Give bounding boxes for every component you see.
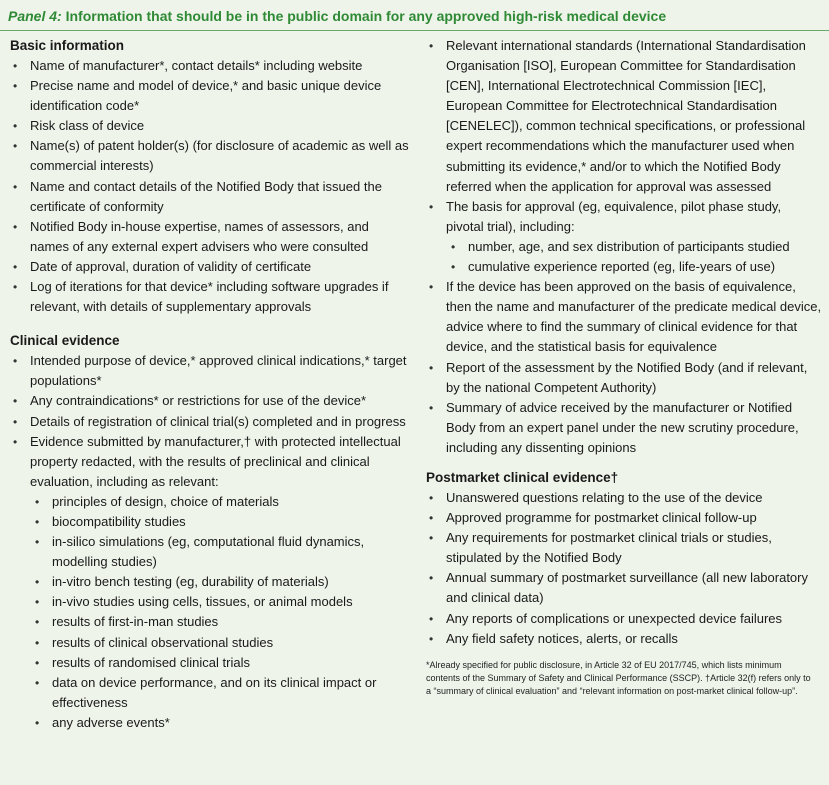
sub-list-item: • results of clinical observational studies <box>10 633 410 653</box>
list-item: • Relevant international standards (International Standardisation Organisation [ISO], European Committee for Standardisation [CEN], International Electrotechnical Commission [IEC], European Committee for Electrotechnical Standardisation [CENELEC]), common technical specifications, or professional expert recommendations which the manufacturer used when submitting its evidence,* and/or to which the Notified Body referred when the application for approval was assessed <box>426 36 822 197</box>
sub-list-item: • principles of design, choice of materials <box>10 492 410 512</box>
sub-list-item: • results of randomised clinical trials <box>10 653 410 673</box>
sub-list-item: • cumulative experience reported (eg, life-years of use) <box>426 257 822 277</box>
list-item: • Report of the assessment by the Notified Body (and if relevant, by the national Competent Authority) <box>426 358 822 398</box>
list-item: • Unanswered questions relating to the use of the device <box>426 488 822 508</box>
list-item: • Risk class of device <box>10 116 410 136</box>
list-item: • Name(s) of patent holder(s) (for disclosure of academic as well as commercial interests) <box>10 136 410 176</box>
list-item: • Any reports of complications or unexpected device failures <box>426 609 822 629</box>
list-item: • Name and contact details of the Notified Body that issued the certificate of conformity <box>10 177 410 217</box>
sub-list-item: • any adverse events* <box>10 713 410 733</box>
basic-information-list <box>10 56 410 317</box>
list-item: • Any field safety notices, alerts, or recalls <box>426 629 822 649</box>
list-item: • If the device has been approved on the basis of equivalence, then the name and manufacturer of the predicate medical device, advice where to find the summary of clinical evidence for that device, and the statistical basis for equivalence <box>426 277 822 357</box>
list-item: • Annual summary of postmarket surveillance (all new laboratory and clinical data) <box>426 568 822 608</box>
postmarket-heading: Postmarket clinical evidence† <box>426 469 619 485</box>
right-column <box>426 36 822 698</box>
title-divider <box>0 30 829 31</box>
list-item: • Notified Body in-house expertise, names of assessors, and names of any external expert advisers who were consulted <box>10 217 410 257</box>
list-item: • Log of iterations for that device* including software upgrades if relevant, with details of supplementary approvals <box>10 277 410 317</box>
postmarket-list <box>426 488 822 649</box>
list-item: • Approved programme for postmarket clinical follow-up <box>426 508 822 528</box>
list-item: • The basis for approval (eg, equivalence, pilot phase study, pivotal trial), including: <box>426 197 822 237</box>
list-item: • Precise name and model of device,* and basic unique device identification code* <box>10 76 410 116</box>
assessment-list <box>426 277 822 458</box>
panel-title <box>8 6 821 26</box>
list-item: • Name of manufacturer*, contact details* including website <box>10 56 410 76</box>
sub-list-item: • in-vivo studies using cells, tissues, or animal models <box>10 592 410 612</box>
sub-list-item: • in-vitro bench testing (eg, durability of materials) <box>10 572 410 592</box>
list-item: • Date of approval, duration of validity of certificate <box>10 257 410 277</box>
list-item: • Evidence submitted by manufacturer,† with protected intellectual property redacted, with the results of preclinical and clinical evaluation, including as relevant: <box>10 432 410 492</box>
clinical-evidence-sublist <box>10 492 410 733</box>
sub-list-item: • number, age, and sex distribution of participants studied <box>426 237 822 257</box>
list-item: • Details of registration of clinical trial(s) completed and in progress <box>10 412 410 432</box>
clinical-evidence-heading: Clinical evidence <box>10 333 120 349</box>
sub-list-item: • in-silico simulations (eg, computational fluid dynamics, modelling studies) <box>10 532 410 572</box>
approval-basis-sublist <box>426 237 822 277</box>
clinical-evidence-list <box>10 351 410 492</box>
left-column <box>10 36 410 733</box>
list-item: • Intended purpose of device,* approved clinical indications,* target populations* <box>10 351 410 391</box>
list-item: • Any contraindications* or restrictions for use of the device* <box>10 391 410 411</box>
sub-list-item: • results of first-in-man studies <box>10 612 410 632</box>
section-gap <box>426 458 822 468</box>
section-gap <box>10 317 410 331</box>
panel-heading: Information that should be in the public domain for any approved high-risk medical device <box>65 8 667 24</box>
sub-list-item: • biocompatibility studies <box>10 512 410 532</box>
approval-details-list <box>426 36 822 237</box>
list-item: • Any requirements for postmarket clinical trials or studies, stipulated by the Notified Body <box>426 528 822 568</box>
list-item: • Summary of advice received by the manufacturer or Notified Body from an expert panel under the new scrutiny procedure, including any dissenting opinions <box>426 398 822 458</box>
panel-label: Panel 4: <box>8 8 62 24</box>
footnote: *Already specified for public disclosure, in Article 32 of EU 2017/745, which lists minimum contents of the Summary of Safety and Clinical Performance (SSCP). †Article 32(f) refers only to a “summary of clinical evaluation” and “relevant information on post-market clinical follow-up”. <box>426 659 811 696</box>
sub-list-item: • data on device performance, and on its clinical impact or effectiveness <box>10 673 410 713</box>
basic-information-heading: Basic information <box>10 38 125 53</box>
